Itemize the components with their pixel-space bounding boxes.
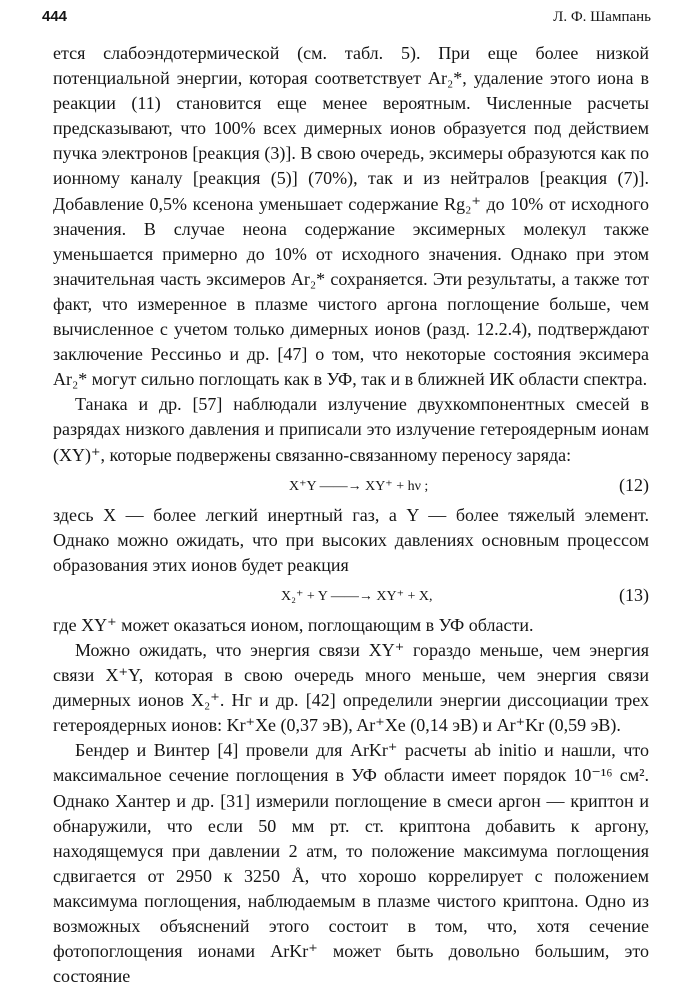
page-number: 444 xyxy=(42,8,68,25)
paragraph: Танака и др. [57] наблюдали излучение двухкомпонентных смесей в разрядах низкого давления и приписали это излучение гетероядерным ионам (XY)⁺, которые подвержены связанно-связанному переносу заряда: xyxy=(53,394,649,465)
equation-formula: X⁺Y ——→ XY⁺ + hν ; xyxy=(289,478,429,494)
paragraph: где XY⁺ может оказаться ионом, поглощающим в УФ области. xyxy=(53,614,534,635)
equation-number: (13) xyxy=(619,584,649,605)
page-body xyxy=(53,41,649,989)
equation-12 xyxy=(53,468,649,503)
paragraph: Бендер и Винтер [4] провели для ArKr⁺ расчеты ab initio и нашли, что максимальное сечение поглощения в УФ области имеет порядок 10⁻¹⁶ см². Однако Хантер и др. [31] измерили поглощение в смеси аргон — криптон и обнаружили, что если 50 мм рт. ст. криптона добавить к аргону, находящемуся при давлении 2 атм, то положение максимума поглощения сдвигается от 2950 к 3250 Å, что хорошо коррелирует с положением максимума поглощения, наблюдаемым в плазме чистого криптона. Одно из возможных объяснений этого состоит в том, что, хотя сечение фотопоглощения ионами ArKr⁺ может быть довольно большим, это состояние xyxy=(53,740,649,987)
paragraph: здесь X — более легкий инертный газ, а Y — более тяжелый элемент. Однако можно ожидать, что при высоких давлениях основным процессом образования этих ионов будет реакция xyxy=(53,504,649,575)
paragraph: Можно ожидать, что энергия связи XY⁺ гораздо меньше, чем энергия связи X⁺Y, которая в свою очередь много меньше, чем энергия связи димерных ионов X₂⁺. Нг и др. [42] определили энергии диссоциации трех гетероядерных ионов: Kr⁺Xe (0,37 эВ), Ar⁺Xe (0,14 эВ) и Ar⁺Kr (0,59 эВ). xyxy=(53,639,649,736)
running-head: Л. Ф. Шампань xyxy=(553,9,651,25)
paragraph-continued: ется слабоэндотермической (см. табл. 5). При еще более низкой потенциальной энергии, которая соответствует Ar₂*, удаление этого иона в реакции (11) становится еще менее вероятным. Численные расчеты предсказывают, что 100% всех димерных ионов образуется под действием пучка электронов [реакция (3)]. В свою очередь, эксимеры образуются как по ионному каналу [реакция (5)] (70%), так и из нейтралов [реакция (7)]. Добавление 0,5% ксенона уменьшает содержание Rg₂⁺ до 10% от исходного значения. В случае неона содержание эксимерных молекул также уменьшается примерно до 10% от исходного значения. Однако при этом значительная часть эксимеров Ar₂* сохраняется. Эти результаты, а также тот факт, что измеренное в плазме чистого аргона поглощение больше, чем вычисленное с учетом только димерных ионов (разд. 12.2.4), подтверждают заключение Рессиньо и др. [47] о том, что некоторые состояния эксимера Ar₂* могут сильно поглощать как в УФ, так и в ближней ИК области спектра. xyxy=(53,43,649,390)
page-header xyxy=(40,6,661,28)
equation-formula: X₂⁺ + Y ——→ XY⁺ + X, xyxy=(281,588,433,604)
equation-number: (12) xyxy=(619,474,649,495)
equation-13 xyxy=(53,578,649,613)
